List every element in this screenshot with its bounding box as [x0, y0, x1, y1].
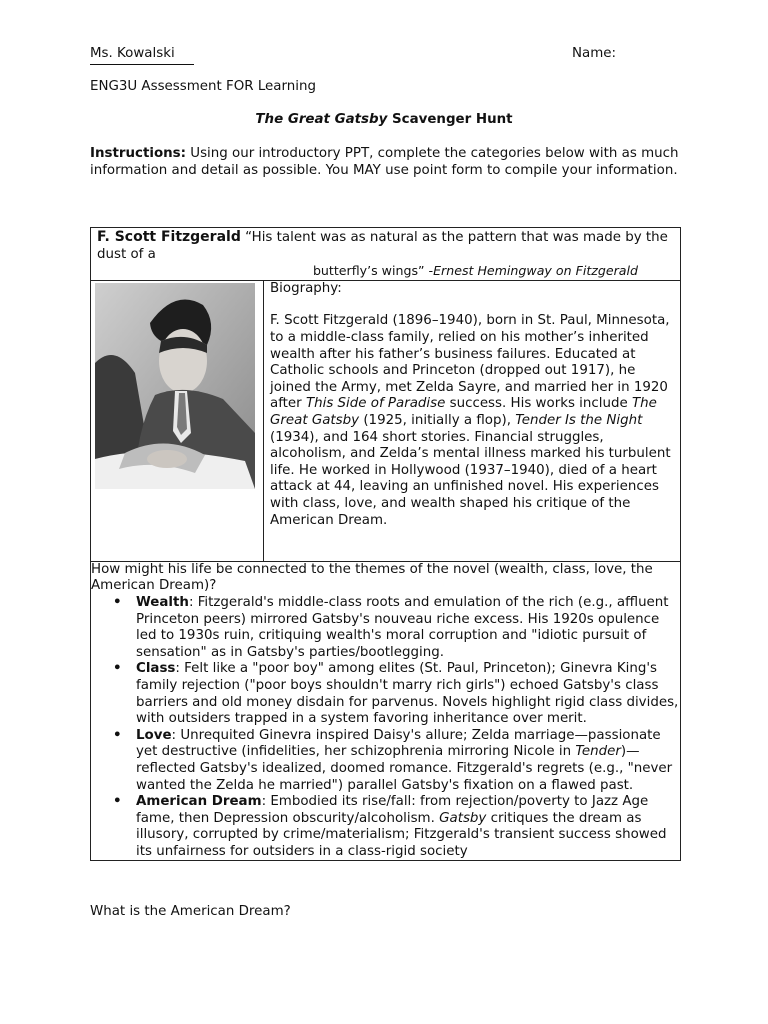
title-italic: The Great Gatsby — [255, 112, 388, 127]
author-row — [91, 228, 681, 281]
theme-text: : Fitzgerald's middle-class roots and emulation of the rich (e.g., affluent Princeton peers) mirrored Gatsby's nouveau riche excess. His 1920s opulence led to 1930s ruin, critiquing wealth's moral corruption and "idiotic pursuit of sensation" as in Gatsby's parties/bootlegging. — [136, 594, 669, 660]
theme-text2: )—reflected Gatsby's idealized, doomed romance. Fitzgerald's regrets (e.g., "never wanted the Zelda he married") parallel Gatsby's fixation on a flawed past. — [136, 744, 673, 793]
theme-term: American Dream — [136, 794, 262, 810]
list-item — [113, 727, 680, 794]
name-underline — [90, 64, 194, 65]
theme-term: Love — [136, 727, 172, 743]
theme-italic: Tender — [575, 744, 621, 760]
list-item — [113, 661, 680, 727]
author-cell — [91, 228, 681, 281]
theme-term: Class — [136, 661, 176, 677]
themes-cell — [91, 561, 681, 861]
bio-italic1: This Side of Paradise — [305, 396, 446, 412]
theme-text: : Felt like a "poor boy" among elites (St. Paul, Princeton); Ginevra King's family rejection ("poor boys shouldn't marry rich girls") echoed Gatsby's class barriers and old money disdain for parvenus. Novels highlight rigid class divides, with outsiders trapped in a system favoring inheritance over merit. — [136, 661, 679, 727]
author-quote — [97, 229, 674, 263]
instructions-label: Instructions: — [90, 146, 187, 161]
photo-cell — [91, 280, 264, 561]
theme-text: : Embodied its rise/fall: from rejection/poverty to Jazz Age fame, then Depression obscurity/alcoholism. — [136, 794, 649, 826]
theme-text2: critiques the dream as illusory, corrupted by crime/materialism; Fitzgerald's transient success showed its unfairness for outsiders in a class-rigid society — [136, 810, 667, 859]
course-line: ENG3U Assessment FOR Learning — [90, 79, 316, 94]
spacer — [270, 297, 672, 313]
quote-attribution: -Ernest Hemingway on Fitzgerald — [424, 263, 638, 279]
quote-part2: butterfly’s wings” — [312, 263, 425, 279]
bullet-icon: • — [113, 594, 122, 610]
scavenger-table — [90, 227, 681, 861]
page-title — [0, 112, 768, 129]
bio-seg1: F. Scott Fitzgerald (1896–1940), born in St. Paul, Minnesota, to a middle-class family, relied on his mother’s inherited wealth after his father’s business failures. Educated at Catholic schools and Princeton (dropped out 1917), he joined the Army, met Zelda Sayre, and married her in 1920 after — [270, 313, 670, 412]
bullet-icon: • — [113, 661, 122, 677]
final-question: What is the American Dream? — [90, 904, 291, 919]
bio-seg2: success. His works include — [445, 396, 632, 412]
bio-italic2: The Great Gatsby — [270, 396, 657, 428]
quote-part1: “His talent was as natural as the pattern that was made by the dust of a — [97, 230, 668, 262]
instructions-text: Using our introductory PPT, complete the categories below with as much information and detail as possible. You MAY use point form to compile your information. — [90, 146, 679, 178]
themes-list — [91, 595, 680, 861]
biography-cell — [264, 280, 681, 561]
theme-italic: Gatsby — [439, 810, 487, 826]
themes-row — [91, 561, 681, 861]
fitzgerald-portrait — [95, 283, 255, 489]
bio-seg3: (1925, initially a flop), — [359, 412, 516, 428]
theme-text: : Unrequited Ginevra inspired Daisy's allure; Zelda marriage—passionate yet destructive (infidelities, her schizophrenia mirroring Nicole in — [136, 727, 661, 760]
biography-label: Biography: — [270, 280, 342, 296]
list-item — [113, 594, 680, 661]
bio-seg4: (1934), and 164 short stories. Financial struggles, alcoholism, and Zelda’s mental illness marked his turbulent life. He worked in Hollywood (1937–1940), died of a heart attack at 44, leaving an unfinished novel. His experiences with class, love, and wealth shaped his critique of the American Dream. — [270, 429, 671, 528]
bio-row — [91, 280, 681, 561]
bio-italic3: Tender Is the Night — [515, 412, 643, 428]
title-rest: Scavenger Hunt — [387, 112, 513, 127]
instructions — [90, 146, 680, 179]
bullet-icon: • — [113, 794, 122, 810]
teacher-name: Ms. Kowalski — [90, 46, 175, 61]
quote-line2 — [97, 263, 674, 280]
biography-text — [270, 313, 672, 529]
theme-term: Wealth — [136, 594, 189, 610]
author-name: F. Scott Fitzgerald — [97, 229, 241, 245]
bullet-icon: • — [113, 727, 122, 743]
list-item — [113, 794, 680, 860]
themes-question: How might his life be connected to the themes of the novel (wealth, class, love, the American Dream)? — [91, 561, 653, 594]
name-label: Name: — [572, 46, 617, 61]
